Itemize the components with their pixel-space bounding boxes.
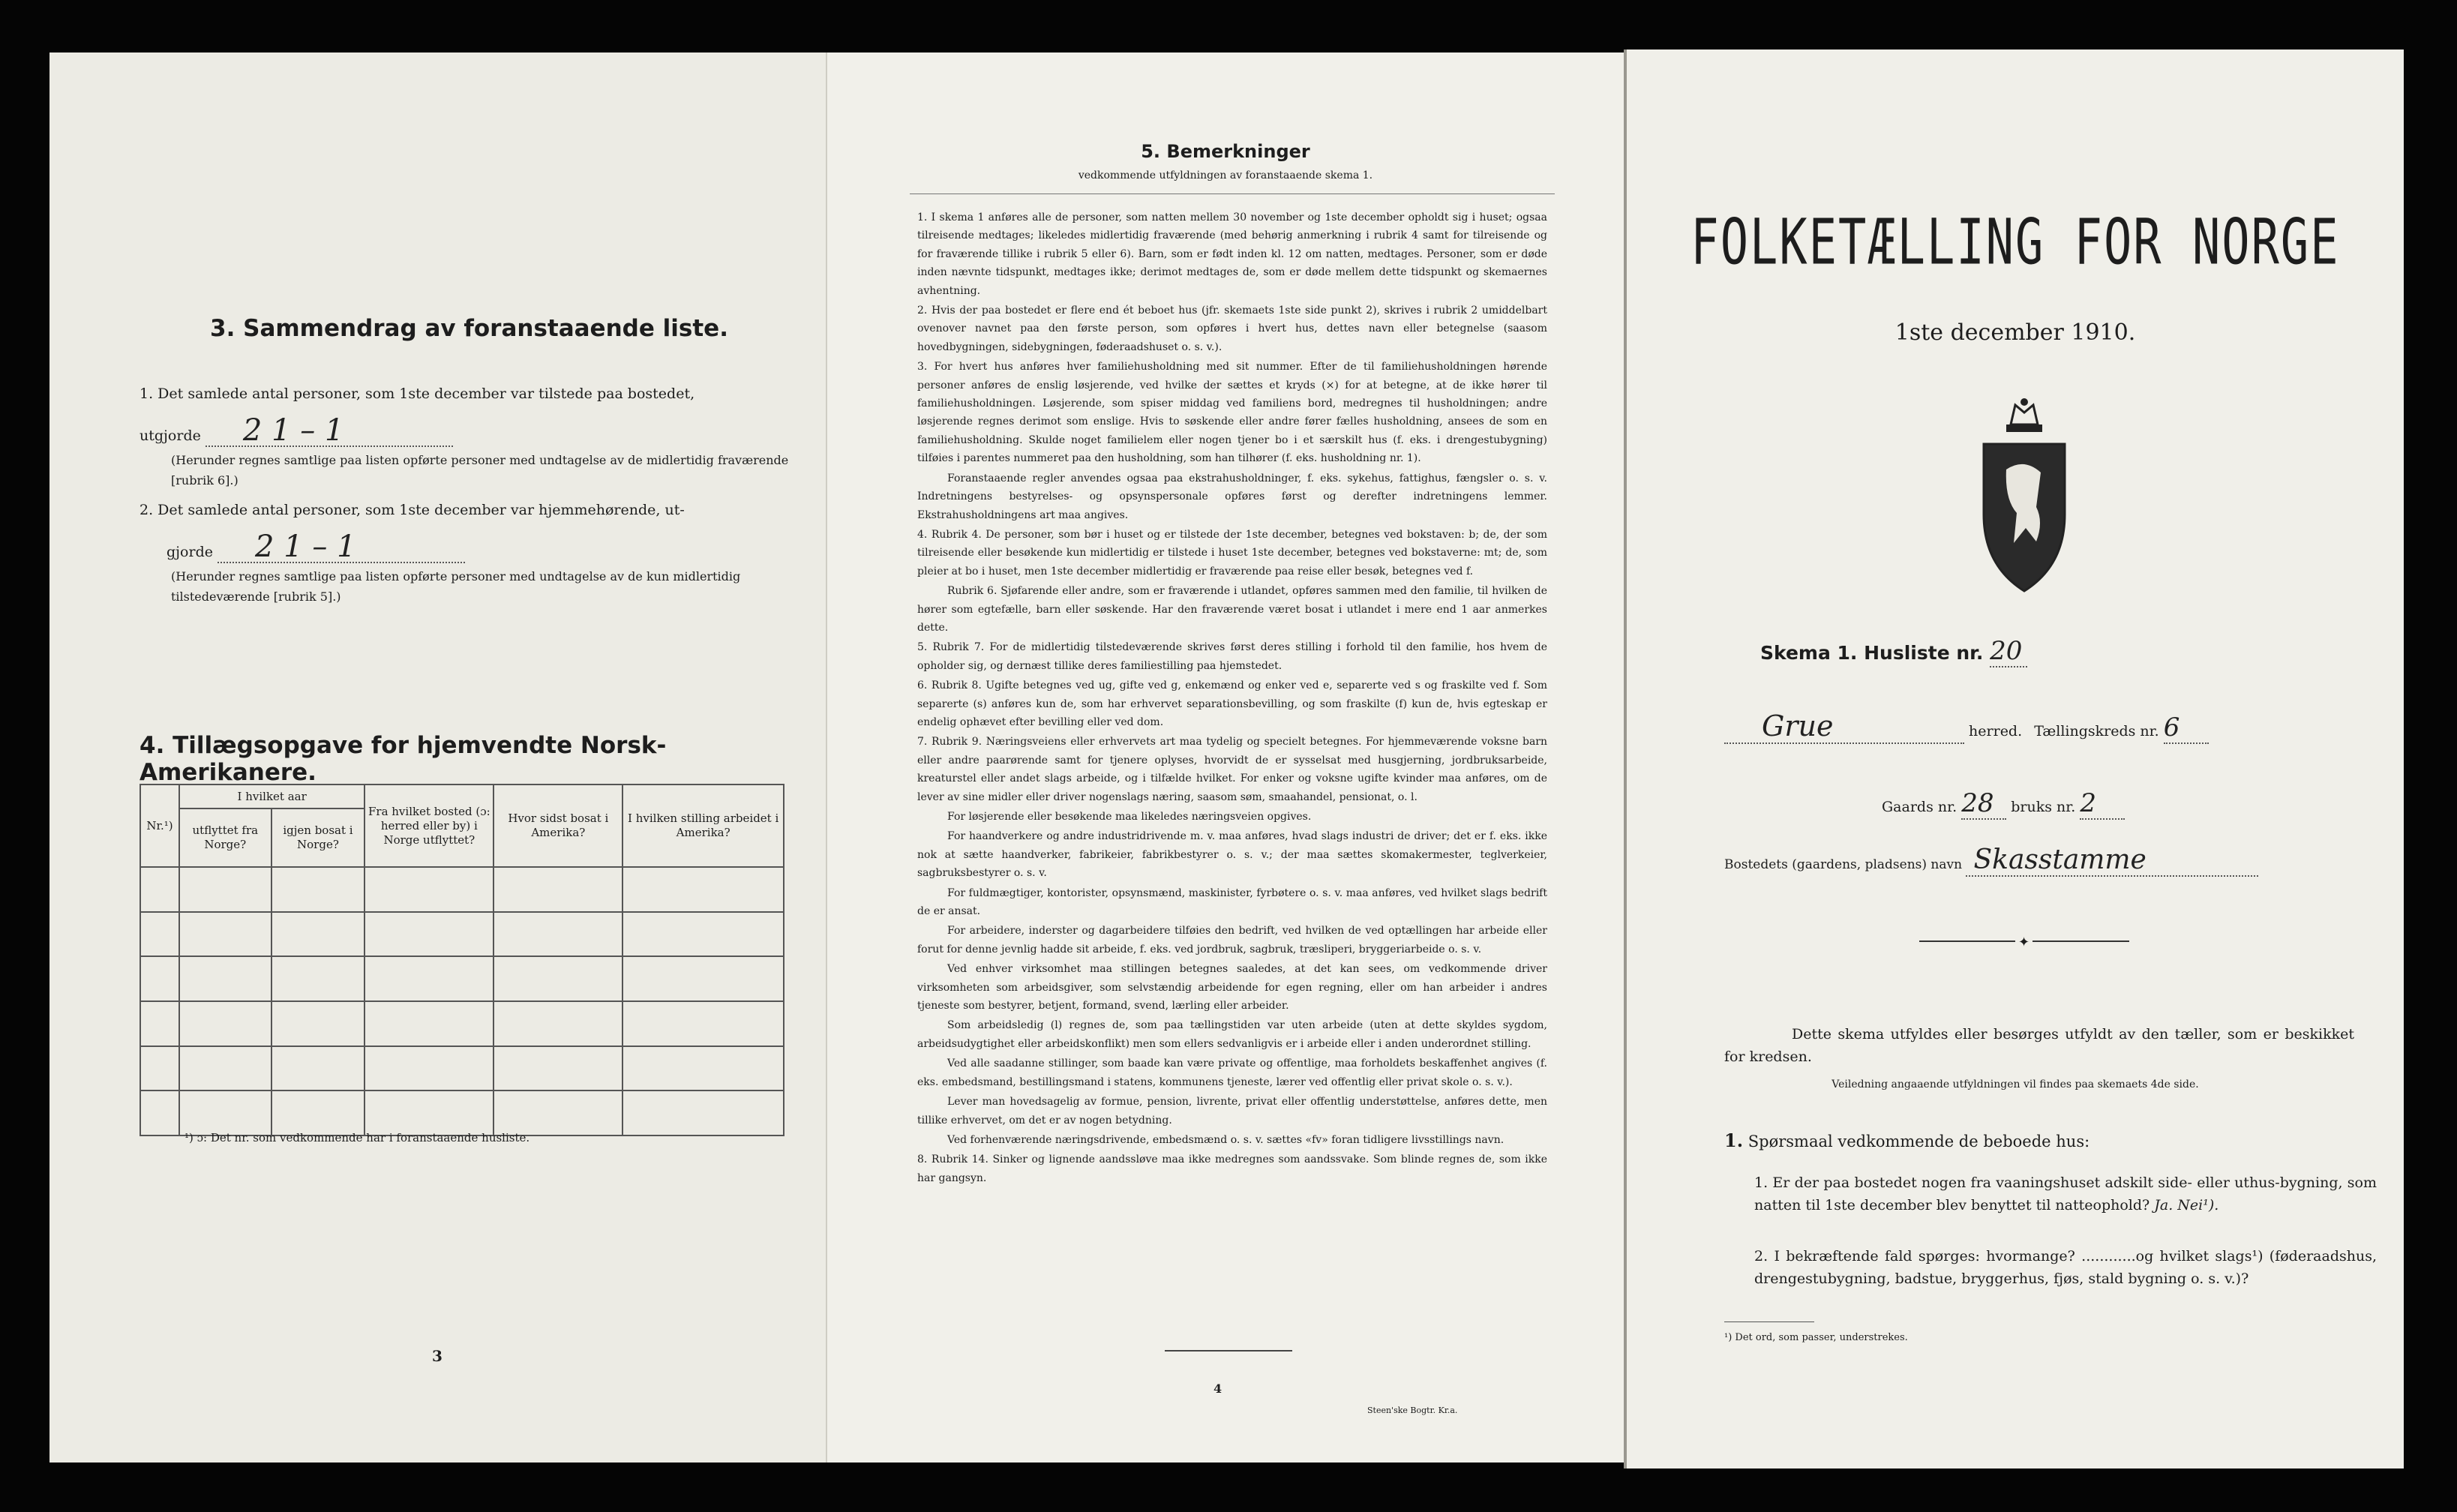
question-heading-number: 1. — [1724, 1130, 1744, 1151]
intro-text: Dette skema utfyldes eller besørges utfyldt av den tæller, som er beskikket for kredsen. — [1724, 1026, 2354, 1065]
skema-label: Skema 1. Husliste nr. — [1760, 642, 1984, 664]
remark-7c: For haandverkere og andre industridrivende m. v. maa anføres, hvad slags industri de driver; det er f. eks. ikke nok at sætte haandverker, fabrikeier, fabrikbestyrer o. s. v.; der maa sættes skomakermester, teglverkeier, sagbruksbestyrer o. s. v. — [917, 830, 1547, 880]
section-4-title: 4. Tillægsopgave for hjemvendte Norsk-Amerikanere. — [140, 732, 667, 786]
remarks-title: 5. Bemerkninger — [1141, 141, 1310, 162]
norsk-amerikanere-table — [140, 784, 784, 1136]
middle-page — [826, 52, 1624, 1462]
table-footnote: ¹) ɔ: Det nr. som vedkommende har i foranstaaende husliste. — [184, 1131, 530, 1144]
remark-6: 6. Rubrik 8. Ugifte betegnes ved ug, gifte ved g, enkemænd og enker ved e, separerte ved s og fraskilte ved f. Som separerte (s) anføres kun de, som har erhvervet separationsbevilling, og som fraskilte (f) kun de, hvis egteskap er endelig ophævet efter bevilling eller ved dom. — [917, 680, 1547, 728]
item1-text: 1. Det samlede antal personer, som 1ste december var tilstede paa bostedet, — [140, 386, 695, 402]
table-row — [140, 1090, 784, 1136]
herred-value: Grue — [1724, 710, 1964, 744]
section-3-title: 3. Sammendrag av foranstaaende liste. — [210, 315, 728, 342]
ornament-icon: ✦ — [2015, 934, 2032, 950]
remark-1: 1. I skema 1 anføres alle de personer, som natten mellem 30 november og 1ste december opholdt sig i huset; ogsaa tilreisende medtages; likeledes midlertidig fraværende (med behørig anmerkning i rubrik 4 samt for tilreisende og for fraværende tillike i rubrik 5 eller 6). Barn, som er født inden kl. 12 om natten, medtages. Personer, som er døde inden nævnte tidspunkt, medtages ikke; derimot medtages de, som er døde mellem dette tidspunkt og skemaernes avhentning. — [917, 212, 1547, 297]
herred-line — [1724, 710, 2324, 744]
remark-7d: For fuldmægtiger, kontorister, opsynsmænd, maskinister, fyrbøtere o. s. v. maa anføres, ved hvilket slags bedrift de er ansat. — [917, 886, 1547, 918]
bosted-value: Skasstamme — [1966, 844, 2258, 877]
table-row — [140, 956, 784, 1001]
printer-mark: Steen'ske Bogtr. Kr.a. — [1367, 1406, 1458, 1415]
remark-7f: Ved enhver virksomhet maa stillingen betegnes saaledes, at det kan sees, om vedkommende driver virksomheten som arbeidsgiver, som selvstændig arbeidende for egen regning, eller om han arbeider i andres tjeneste som bestyrer, betjent, formand, svend, lærling eller arbeider. — [917, 963, 1547, 1012]
col-stilling: I hvilken stilling arbeidet i Amerika? — [622, 784, 784, 867]
item1-label: utgjorde — [140, 428, 201, 444]
table-row — [140, 867, 784, 912]
right-footnote: ¹) Det ord, som passer, understrekes. — [1724, 1332, 1908, 1343]
remark-4b: Rubrik 6. Sjøfarende eller andre, som er fraværende i utlandet, opføres sammen med den familie, til hvilken de hører som egtefælle, barn eller søskende. Har den fraværende været bosat i utlandet i mere end 1 aar anmerkes dette. — [917, 585, 1547, 634]
remarks-list — [917, 208, 1547, 1189]
intro-note: Veiledning angaaende utfyldningen vil findes paa skemaets 4de side. — [1832, 1078, 2199, 1090]
herred-label: herred. — [1969, 723, 2023, 740]
remark-7j: Ved forhenværende næringsdrivende, embedsmænd o. s. v. sættes «fv» foran tidligere livsstillings navn. — [947, 1133, 1504, 1146]
kreds-value: 6 — [2164, 712, 2209, 744]
summary-item-1 — [140, 382, 800, 490]
item2-label: gjorde — [166, 544, 213, 560]
page-number-3: 3 — [432, 1347, 442, 1365]
table-row — [140, 1046, 784, 1091]
table-row — [140, 912, 784, 957]
skema-line — [1760, 636, 2027, 668]
remark-4: 4. Rubrik 4. De personer, som bør i huset og er tilstede der 1ste december, betegnes ved bokstaven: b; de, der som tilreisende eller besøkende kun midlertidig er tilstede i huset 1ste december, betegnes ved bokstaverne: mt; de, som pleier at bo i huset, men 1ste december midlertidig er fraværende paa reise eller besøk, betegnes ved f. — [917, 528, 1547, 578]
remark-8: 8. Rubrik 14. Sinker og lignende aandssløve maa ikke medregnes som aandssvake. Som blinde regnes de, som ikke har gangsyn. — [917, 1154, 1547, 1184]
left-page — [50, 52, 826, 1462]
question-1-text: 1. Er der paa bostedet nogen fra vaaningshuset adskilt side- eller uthus-bygning, som natten til 1ste december blev benyttet til natteophold? — [1754, 1174, 2377, 1214]
bruks-label: bruks nr. — [2011, 799, 2076, 815]
remark-7b: For løsjerende eller besøkende maa likeledes næringsveien opgives. — [947, 811, 1312, 823]
question-2: 2. I bekræftende fald spørges: hvormange? ............og hvilket slags¹) (føderaadshus, drengestubygning, badstue, bryggerhus, fjøs, stald bygning o. s. v.)? — [1754, 1248, 2377, 1287]
col-group-aar: I hvilket aar — [179, 784, 364, 808]
gaards-value: 28 — [1961, 788, 2006, 820]
summary-item-2 — [140, 499, 800, 607]
col-fra: Fra hvilket bosted (ɔ: herred eller by) i Norge utflyttet? — [364, 784, 494, 867]
question-1 — [1754, 1172, 2377, 1216]
remark-5: 5. Rubrik 7. For de midlertidig tilstedeværende skrives først deres stilling i forhold til den familie, hos hvem de opholder sig, og dernæst tillike deres familiestilling paa hjemstedet. — [917, 641, 1547, 672]
remark-7g: Som arbeidsledig (l) regnes de, som paa tællingstiden var uten arbeide (uten at dette skyldes sygdom, arbeidsudygtighet eller arbeidskonflikt) men som ellers sedvanligvis er i arbeide eller i anden underordnet stilling. — [917, 1019, 1547, 1050]
bosted-label: Bostedets (gaardens, pladsens) navn — [1724, 857, 1963, 872]
col-utflyttet: utflyttet fra Norge? — [179, 808, 272, 867]
col-nr: Nr.¹) — [140, 784, 179, 867]
bruks-value: 2 — [2080, 788, 2125, 820]
remark-7h: Ved alle saadanne stillinger, som baade kan være private og offentlige, maa forholdets beskaffenhet angives (f. eks. embedsmand, bestillingsmand i statens, kommunens tjeneste, lærer ved offentlig eller privat skole o. s. v.). — [917, 1058, 1547, 1088]
item2-note: (Herunder regnes samtlige paa listen opførte personer med undtagelse av de kun midlertidig tilstedeværende [rubrik 5].) — [171, 569, 741, 604]
bosted-line — [1724, 844, 2384, 877]
main-title: FOLKETÆLLING FOR NORGE — [1690, 205, 2340, 279]
item1-handwritten-value: 2 1 – 1 — [206, 416, 453, 447]
remark-3: 3. For hvert hus anføres hver familiehusholdning med sit nummer. Efter de til familiehusholdningen hørende personer anføres de enslig løsjerende, ved hvilke der sættes et kryds (×) for at betegne, at de ikke hører til familiehusholdningen. Løsjerende, som spiser middag ved familiens bord, medregnes til husholdningen; andre løsjerende regnes derimot som enslige. Hvis to søskende eller andre fører fælles husholdning, ansees de som en familiehusholdning. Skulde noget familielem eller nogen tjener bo i et særskilt hus (f. eks. i drengestubygning) tilføies i parentes nummeret paa den husholdning, som han tilhører (f. eks. husholdning nr. 1). — [917, 361, 1547, 465]
remark-2: 2. Hvis der paa bostedet er flere end ét beboet hus (jfr. skemaets 1ste side punkt 2), skrives i rubrik 2 umiddelbart ovenover navnet paa den første person, som opføres i hvert hus, dettes navn eller betegnelse (saasom hovedbygningen, sidebygningen, føderaadshuset o. s. v.). — [917, 304, 1547, 353]
remark-7: 7. Rubrik 9. Næringsveiens eller erhvervets art maa tydelig og specielt betegnes. For hjemmeværende voksne barn eller andre paarørende samt for tjenere oplyses, hvorvidt de er sysselsat med husgjerning, jordbruksarbeide, kreaturstel eller andet slags arbeide, og i tilfælde hvilket. For enker og voksne ugifte kvinder maa anføres, om de lever av sine midler eller driver nogenslags næring, saasom søm, smaahandel, pensionat, o. l. — [917, 736, 1547, 803]
question-heading-text: Spørsmaal vedkommende de beboede hus: — [1748, 1132, 2090, 1150]
husliste-nr-value: 20 — [1990, 636, 2027, 668]
col-bosat: igjen bosat i Norge? — [272, 808, 365, 867]
table-row — [140, 1001, 784, 1046]
item1-note: (Herunder regnes samtlige paa listen opførte personer med undtagelse av de midlertidig fraværende [rubrik 6].) — [171, 453, 789, 488]
census-date: 1ste december 1910. — [1894, 320, 2136, 346]
page-number-4: 4 — [1214, 1382, 1222, 1396]
gaards-label: Gaards nr. — [1882, 799, 1958, 815]
right-page — [1624, 50, 2404, 1468]
item2-handwritten-value: 2 1 – 1 — [218, 532, 465, 563]
remark-7i: Lever man hovedsagelig av formue, pension, livrente, privat eller offentlig understøttelse, anføres dette, men tillike erhvervet, om det er av nogen betydning. — [917, 1096, 1547, 1126]
item2-text: 2. Det samlede antal personer, som 1ste december var hjemmehørende, ut- — [140, 502, 685, 518]
remark-7e: For arbeidere, inderster og dagarbeidere tilføies den bedrift, ved hvilken de ved optællingen har arbeide eller forut for denne jevnlig hadde sit arbeide, f. eks. ved jordbruk, sagbruk, træsliperi, bryggeriarbeide o. s. v. — [917, 925, 1547, 956]
col-hvor: Hvor sidst bosat i Amerika? — [494, 784, 622, 867]
coat-of-arms-icon — [1972, 394, 2077, 604]
question-heading — [1724, 1130, 2090, 1151]
gaards-line — [1882, 788, 2125, 820]
question-1-answer: Ja. Nei¹). — [2154, 1197, 2219, 1214]
remarks-subtitle: vedkommende utfyldningen av foranstaaende skema 1. — [1078, 170, 1373, 182]
remark-3b: Foranstaaende regler anvendes ogsaa paa ekstrahusholdninger, f. eks. sykehus, fattighus, fængsler o. s. v. Indretningens bestyrelses- og opsynspersonale opføres først og derefter indretningens lemmer. Ekstrahusholdningens art maa angives. — [917, 472, 1547, 521]
kreds-label: Tællingskreds nr. — [2034, 723, 2159, 740]
